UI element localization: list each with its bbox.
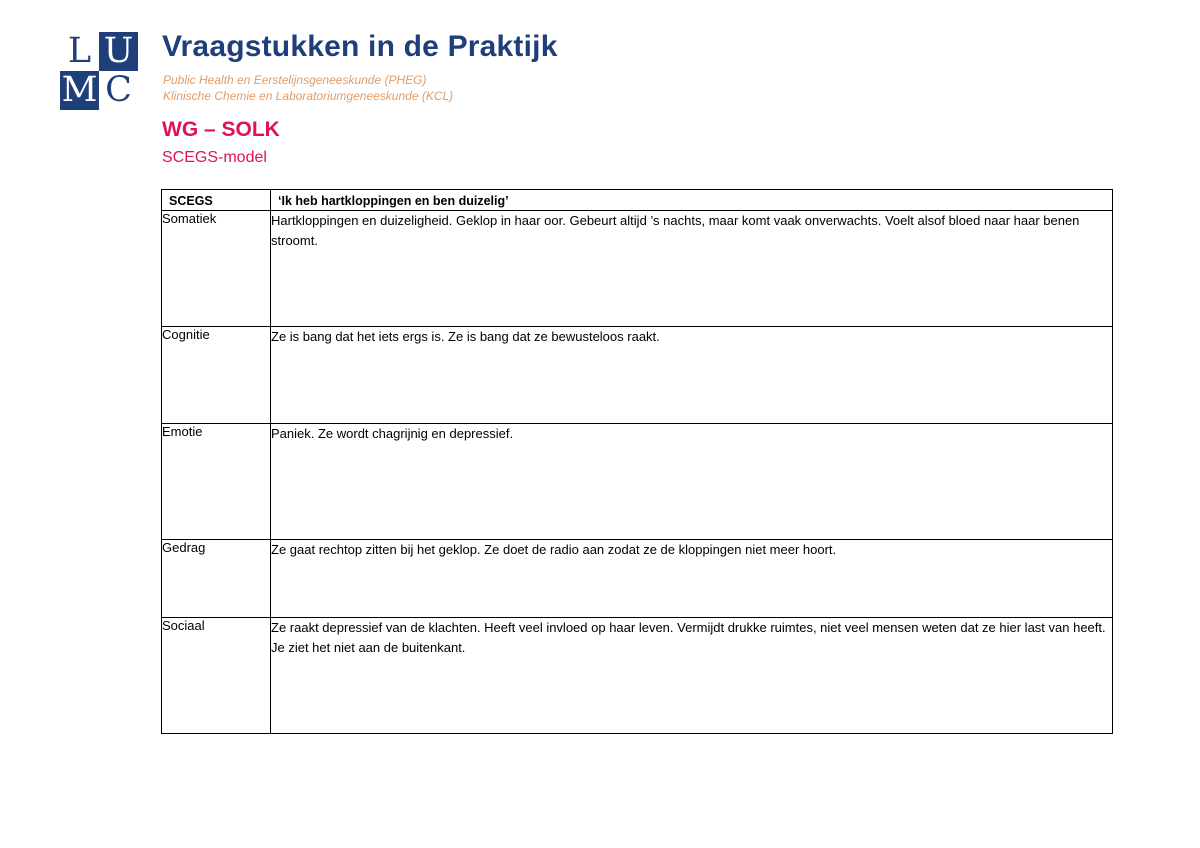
row-content-emotie: Paniek. Ze wordt chagrijnig en depressief. [271,424,1113,540]
table-row-gedrag [162,540,1113,618]
row-label-somatiek: Somatiek [162,211,271,327]
table-row-cognitie [162,327,1113,424]
scegs-table [161,189,1113,734]
header-title: Vraagstukken in de Praktijk [162,30,558,63]
row-content-sociaal: Ze raakt depressief van de klachten. Heeft veel invloed op haar leven. Vermijdt drukke ruimtes, niet veel mensen weten dat ze hier last van heeft. Je ziet het niet aan de buitenkant. [271,618,1113,734]
row-label-gedrag: Gedrag [162,540,271,618]
header-subtitle-pheg: Public Health en Eerstelijnsgeneeskunde (PHEG) [163,73,427,87]
row-label-cognitie: Cognitie [162,327,271,424]
table-header-quote: ‘Ik heb hartkloppingen en ben duizelig’ [271,190,1113,211]
logo-letter-u: U [99,32,138,71]
row-label-sociaal: Sociaal [162,618,271,734]
logo-letter-l: L [60,32,99,71]
header-subtitle-kcl: Klinische Chemie en Laboratoriumgeneeskunde (KCL) [163,89,454,103]
table-row-sociaal [162,618,1113,734]
row-content-gedrag: Ze gaat rechtop zitten bij het geklop. Ze doet de radio aan zodat ze de kloppingen niet meer hoort. [271,540,1113,618]
row-content-somatiek: Hartkloppingen en duizeligheid. Geklop in haar oor. Gebeurt altijd ’s nachts, maar komt vaak onverwachts. Voelt alsof bloed naar haar benen stroomt. [271,211,1113,327]
table-header-scegs: SCEGS [162,190,271,211]
logo-letter-c: C [99,71,138,110]
table-header-row [162,190,1113,211]
table-row-emotie [162,424,1113,540]
document-subtitle: SCEGS-model [162,149,267,166]
lumc-logo [60,32,138,110]
logo-letter-m: M [61,70,98,110]
table-row-somatiek [162,211,1113,327]
row-content-cognitie: Ze is bang dat het iets ergs is. Ze is bang dat ze bewusteloos raakt. [271,327,1113,424]
document-title: WG – SOLK [162,118,280,141]
row-label-emotie: Emotie [162,424,271,540]
